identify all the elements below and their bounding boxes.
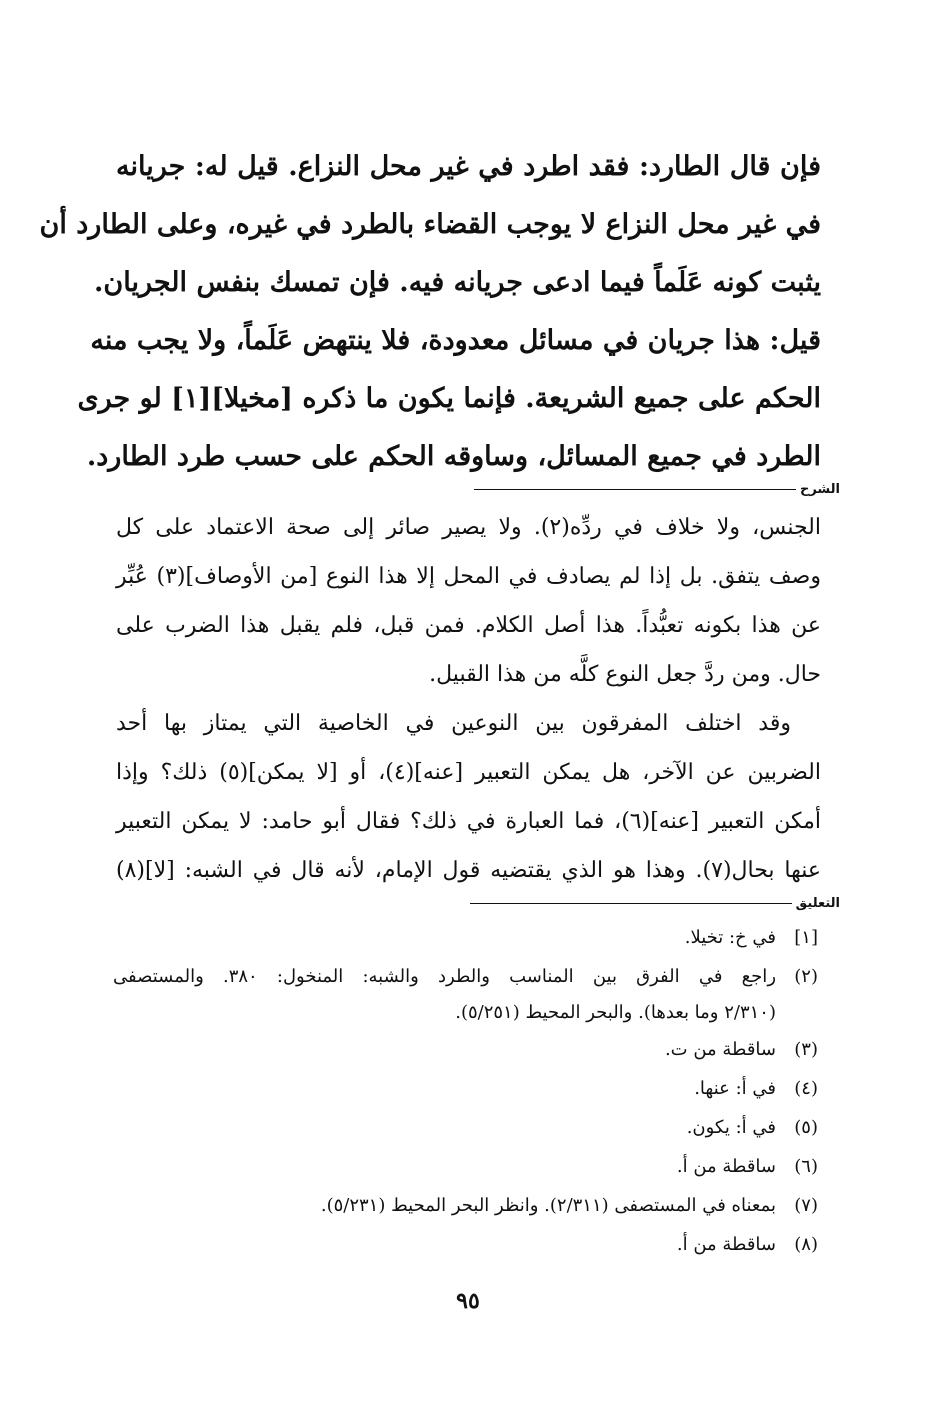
footnote-text: في خ: تخيلا. — [684, 927, 776, 948]
footnote — [113, 1186, 818, 1225]
commentary-line: الجنس، ولا خلاف في ردِّه(٢). ولا يصير صائر إلى صحة الاعتماد على كل — [116, 515, 821, 540]
footnote-text: ساقطة من أ. — [676, 1156, 776, 1177]
footnote — [113, 1069, 818, 1108]
main-text-line: الطرد في جميع المسائل، وساوقه الحكم على حسب طرد الطارد. — [86, 441, 821, 472]
footnote — [113, 957, 818, 1030]
footnote-text: راجع في الفرق بين المناسب والطرد والشبه: المنخول: ٣٨٠. والمستصفى — [113, 966, 777, 987]
main-text-line: في غير محل النزاع لا يوجب القضاء بالطرد في غيره، وعلى الطارد أن — [39, 209, 821, 240]
footnote-number: (٣) — [794, 1039, 818, 1060]
footnote-number: (٦) — [794, 1156, 818, 1177]
main-text — [39, 138, 821, 486]
main-text-line: الحكم على جميع الشريعة. فإنما يكون ما ذكره [مخيلا][١] لو جرى — [77, 383, 821, 414]
commentary-line: وقد اختلف المفرقون بين النوعين في الخاصية التي يمتاز بها أحد — [116, 711, 791, 736]
footnote-number: (٤) — [794, 1078, 818, 1099]
commentary-line: الضربين عن الآخر، هل يمكن التعبير [عنه](٤)، أو [لا يمكن](٥) ذلك؟ وإذا — [116, 760, 822, 785]
commentary-line: عن هذا بكونه تعبُّداً. هذا أصل الكلام. فمن قبل، فلم يقبل هذا الضرب على — [116, 613, 821, 638]
footnote-text: في أ: يكون. — [686, 1117, 776, 1138]
notes-divider — [470, 896, 840, 911]
footnote — [113, 918, 818, 957]
commentary-line: أمكن التعبير [عنه](٦)، فما العبارة في ذلك؟ فقال أبو حامد: لا يمكن التعبير — [116, 809, 821, 834]
sharh-divider — [474, 482, 840, 497]
footnote-text: في أ: عنها. — [694, 1078, 776, 1099]
footnote-number: (٧) — [794, 1195, 818, 1216]
footnote-text: ساقطة من ت. — [664, 1039, 776, 1060]
footnote — [113, 1147, 818, 1186]
sharh-label: الشرح — [799, 482, 840, 497]
footnote-text-continued: (٢/٣١٠ وما بعدها). والبحر المحيط (٥/٢٥١). — [455, 1002, 776, 1023]
notes-label: التعليق — [795, 896, 840, 911]
footnote-number: (٥) — [794, 1117, 818, 1138]
footnote — [113, 1225, 818, 1264]
footnote-number: (٨) — [794, 1234, 818, 1255]
footnote-number: (٢) — [794, 966, 818, 987]
main-text-line: يثبت كونه عَلَماً فيما ادعى جريانه فيه. فإن تمسك بنفس الجريان. — [94, 267, 821, 298]
main-text-line: فإن قال الطارد: فقد اطرد في غير محل النزاع. قيل له: جريانه — [116, 151, 821, 182]
sharh-rule — [474, 489, 796, 490]
commentary-text — [116, 503, 821, 895]
commentary-line: وصف يتفق. بل إذا لم يصادف في المحل إلا هذا النوع [من الأوصاف](٣) عُبِّر — [116, 564, 821, 589]
main-text-line: قيل: هذا جريان في مسائل معدودة، فلا ينتهض عَلَماً، ولا يجب منه — [90, 325, 821, 356]
notes-rule — [470, 903, 792, 904]
footnote-number: [١] — [794, 927, 818, 948]
footnote-text: ساقطة من أ. — [676, 1234, 776, 1255]
footnotes — [113, 918, 818, 1264]
footnote — [113, 1108, 818, 1147]
footnote — [113, 1030, 818, 1069]
commentary-line: عنها بحال(٧). وهذا هو الذي يقتضيه قول الإمام، لأنه قال في الشبه: [لا](٨) — [116, 858, 821, 883]
footnote-text: بمعناه في المستصفى (٢/٣١١). وانظر البحر المحيط (٥/٢٣١). — [320, 1195, 776, 1216]
page-number: ٩٥ — [456, 1288, 480, 1314]
commentary-line: حال. ومن ردَّ جعل النوع كلَّه من هذا القبيل. — [429, 662, 821, 687]
